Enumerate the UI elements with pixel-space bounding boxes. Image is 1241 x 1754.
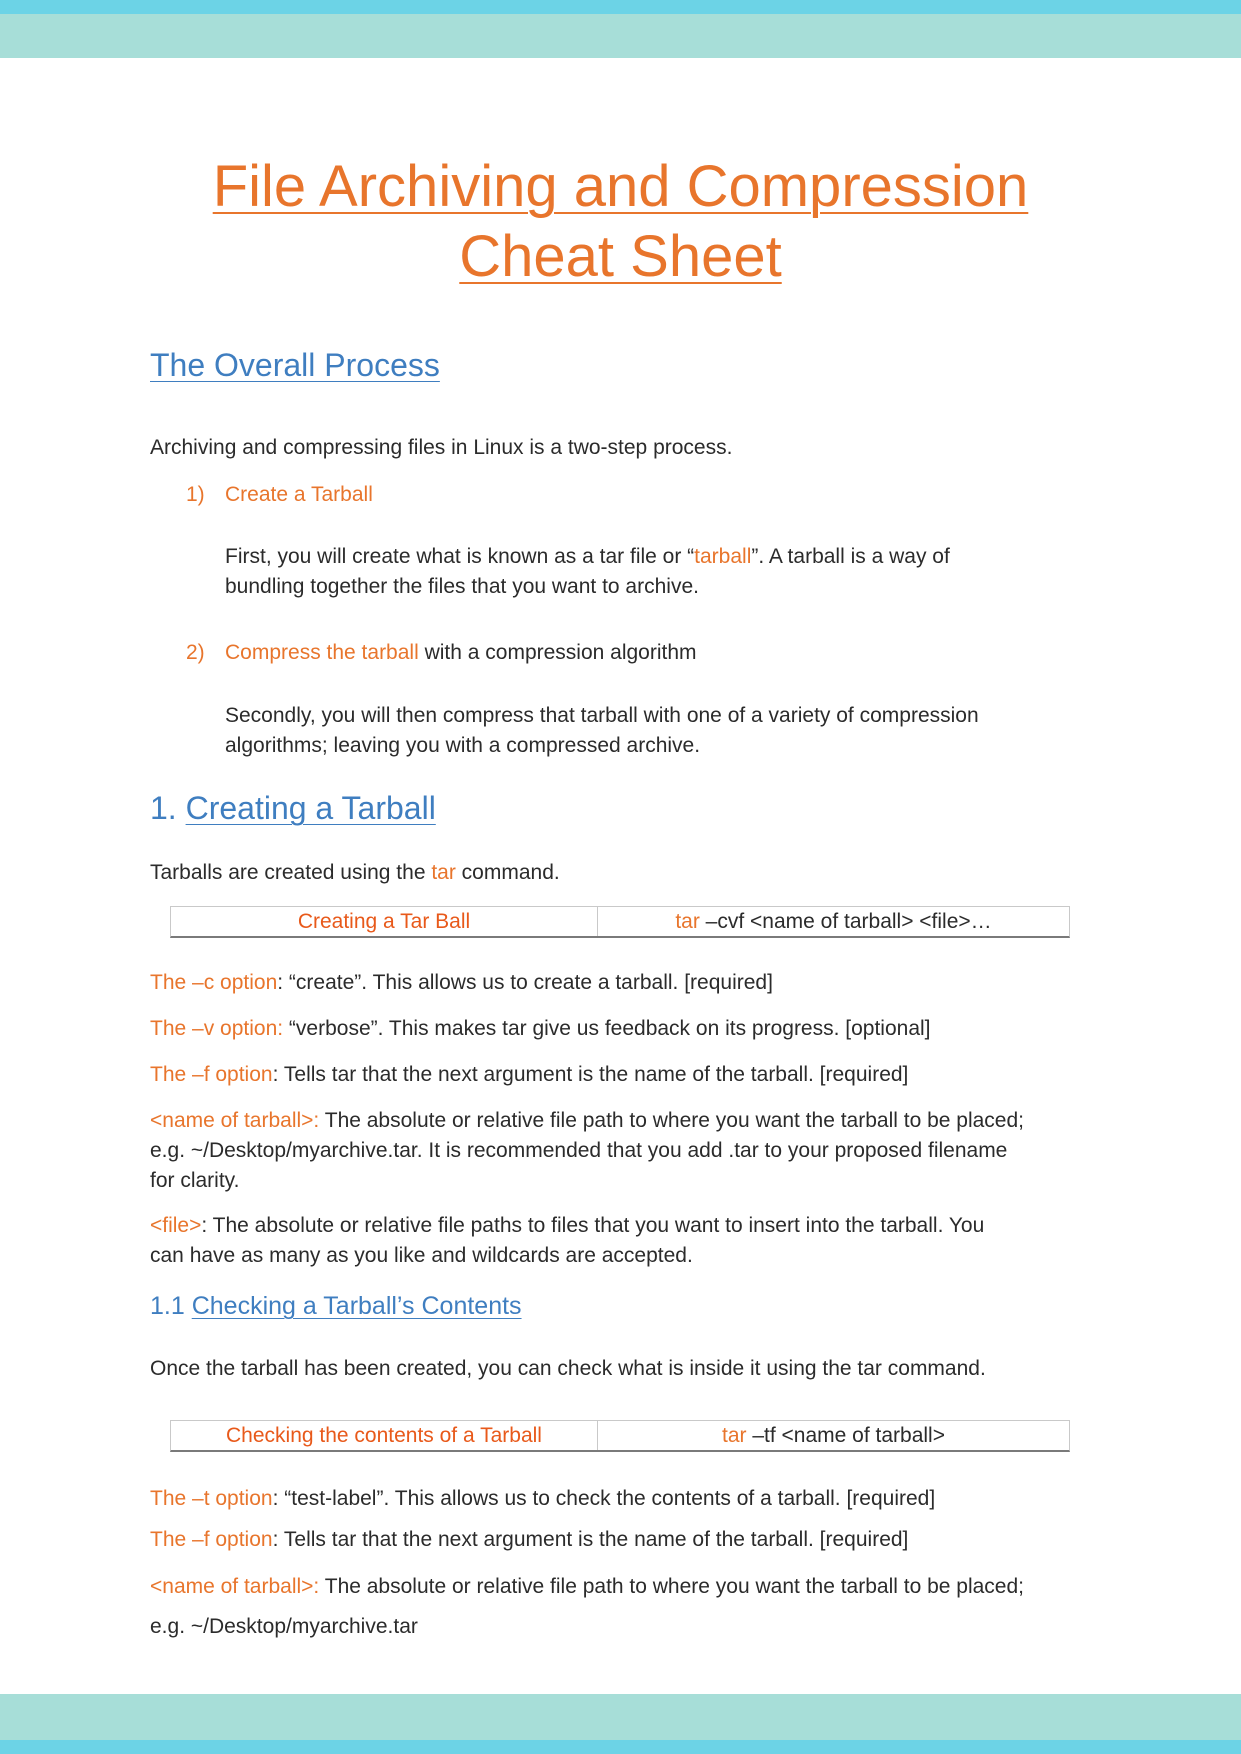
step-2-description: Secondly, you will then compress that tarball with one of a variety of compression algorithms; leaving you with a compressed archive.	[225, 704, 979, 757]
file-description: <file>: The absolute or relative file paths to files that you want to insert into the tarball. You can have as many as you like and wildcards are accepted.	[150, 1214, 985, 1267]
name-of-tarball-check: <name of tarball>: The absolute or relative file path to where you want the tarball to be placed; e.g. ~/Desktop/myarchive.tar	[150, 1575, 1024, 1638]
name-of-tarball-description: <name of tarball>: The absolute or relative file path to where you want the tarball to be placed; e.g. ~/Desktop/myarchive.tar. It is recommended that you add .tar to your proposed filename for clarity.	[150, 1109, 1024, 1192]
step-1-description: First, you will create what is known as a tar file or “tarball”. A tarball is a way of bundling together the files that you want to archive.	[225, 545, 950, 598]
create-tarball-command-table	[170, 906, 1070, 938]
command-syntax: tar –cvf <name of tarball> <file>…	[675, 910, 992, 933]
top-band-accent	[0, 0, 1241, 14]
check-tarball-command-table	[170, 1420, 1070, 1452]
section-1-1-heading: 1.1 Checking a Tarball’s Contents	[150, 1292, 522, 1320]
overall-intro: Archiving and compressing files in Linux is a two-step process.	[150, 436, 733, 459]
step-1: 1) Create a Tarball	[186, 483, 373, 506]
bottom-band	[0, 1694, 1241, 1740]
section-1-intro: Tarballs are created using the tar command.	[150, 861, 560, 884]
step-2: 2) Compress the tarball with a compression algorithm	[186, 641, 697, 664]
section-1-1-intro: Once the tarball has been created, you can check what is inside it using the tar command.	[150, 1357, 986, 1380]
page-title-line1: File Archiving and Compression	[212, 154, 1029, 219]
command-syntax: tar –tf <name of tarball>	[722, 1424, 945, 1447]
option-c: The –c option: “create”. This allows us to create a tarball. [required]	[150, 971, 773, 994]
section-1-heading: 1. Creating a Tarball	[150, 790, 436, 826]
option-t: The –t option: “test-label”. This allows us to check the contents of a tarball. [required]	[150, 1487, 936, 1510]
option-v: The –v option: “verbose”. This makes tar give us feedback on its progress. [optional]	[150, 1017, 931, 1040]
top-band	[0, 14, 1241, 58]
option-f: The –f option: Tells tar that the next argument is the name of the tarball. [required]	[150, 1063, 909, 1086]
command-label: Checking the contents of a Tarball	[171, 1421, 598, 1450]
page-title-line2: Cheat Sheet	[459, 224, 782, 289]
option-f-check: The –f option: Tells tar that the next argument is the name of the tarball. [required]	[150, 1528, 909, 1551]
command-label: Creating a Tar Ball	[171, 907, 598, 936]
overall-process-heading: The Overall Process	[150, 347, 440, 383]
bottom-band-accent	[0, 1740, 1241, 1754]
